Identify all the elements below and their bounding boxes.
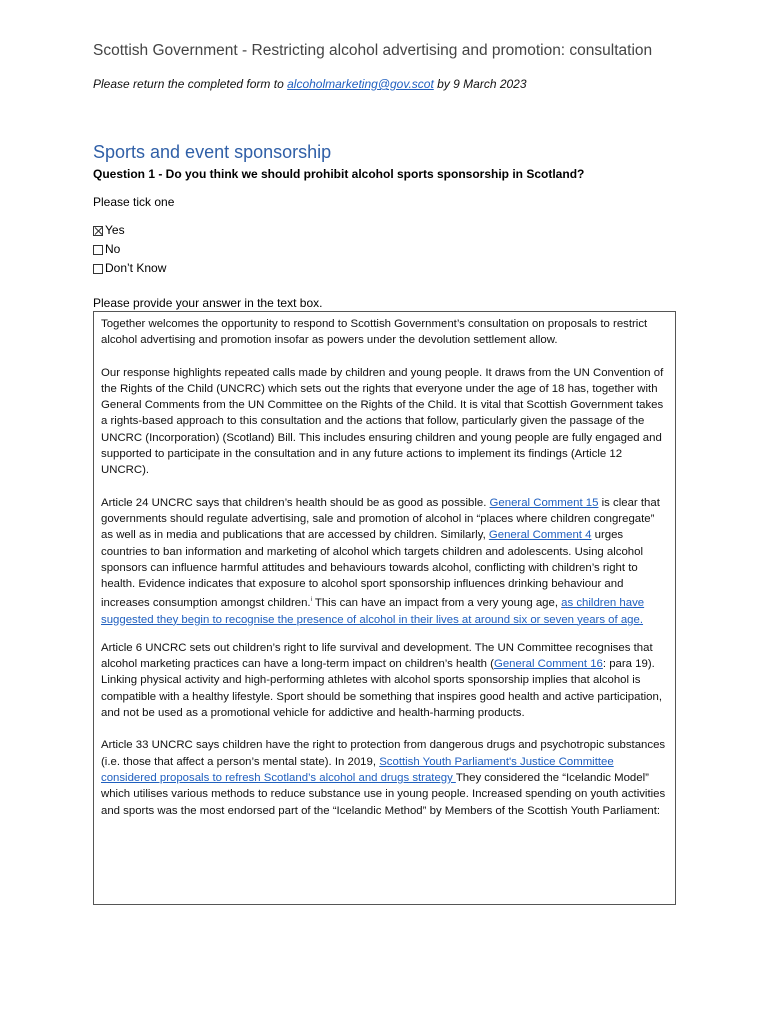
answer-paragraph [101, 640, 668, 721]
answer-options [93, 221, 166, 278]
answer-text: urges countries to ban information and marketing of alcohol which targets children and adolescents. Using alcohol sponsors can influence harmful attitudes and behaviours towards alcohol, conflicting with children’s right to health. Evidence indicates that exposure to alcohol sport sponsorship influences drinking behaviour and increases consumption amongst children. [101, 529, 644, 610]
answer-text: : para 19). Linking physical activity and high-performing athletes with alcohol sports sponsorship implies that alcohol is compatible with a healthy lifestyle. Sport should be something that inspires good health and active participation, and not be used as a promotional vehicle for addictive and health-harming products. [101, 658, 663, 720]
tick-prompt: Please tick one [93, 195, 175, 209]
document-header: Scottish Government - Restricting alcohol advertising and promotion: consultation [93, 42, 653, 59]
checkbox-empty-icon[interactable] [93, 264, 103, 274]
answer-paragraph [101, 495, 668, 628]
section-title: Sports and event sponsorship [93, 142, 332, 162]
option-label: Don’t Know [105, 261, 167, 275]
checkbox-checked-icon[interactable] [93, 226, 103, 236]
return-suffix: by 9 March 2023 [433, 77, 527, 91]
answer-text: is clear that governments should regulate advertising, sale and promotion of alcohol in “places where children congregate” as well as in media and publications that are accessed by children. Similarly, [101, 496, 660, 542]
general-comment-16-link[interactable]: General Comment 16 [493, 658, 603, 671]
option-yes[interactable] [93, 221, 166, 240]
option-dont-know[interactable] [93, 259, 166, 278]
youth-parliament-link[interactable]: Scottish Youth Parliament's Justice Committee considered proposals to refresh Scotland’s alcohol and drugs strategy [101, 755, 614, 784]
option-label: Yes [105, 223, 125, 237]
email-link[interactable]: alcoholmarketing@gov.scot [287, 77, 434, 91]
answer-text: Article 6 UNCRC sets out children’s right to life survival and development. The UN Committee recognises that alcohol marketing practices can have a long-term impact on children’s health ( [101, 641, 653, 671]
checkbox-empty-icon[interactable] [93, 245, 103, 255]
answer-text: Article 24 UNCRC says that children’s health should be as good as possible. [101, 496, 490, 509]
general-comment-15-link[interactable]: General Comment 15 [489, 496, 599, 509]
answer-paragraph [101, 737, 668, 818]
answer-paragraph: Together welcomes the opportunity to respond to Scottish Government’s consultation on proposals to restrict alcohol advertising and promotion insofar as powers under the devolution settlement allow. [101, 318, 648, 347]
children-suggested-link[interactable]: as children have suggested they begin to recognise the presence of alcohol in their lives at around six or seven years of age. [101, 597, 645, 626]
answer-prompt: Please provide your answer in the text box. [93, 296, 323, 310]
return-prefix: Please return the completed form to [93, 77, 288, 91]
footnote-marker: i [310, 597, 312, 604]
answer-text: Article 33 UNCRC says children have the right to protection from dangerous drugs and psychotropic substances (i.e. those that affect a person’s mental state). In 2019, [101, 739, 666, 768]
question-text: Question 1 - Do you think we should prohibit alcohol sports sponsorship in Scotland? [93, 167, 585, 181]
answer-text: This can have an impact from a very young age, [311, 597, 562, 610]
answer-text-box[interactable] [93, 311, 676, 905]
return-instructions [93, 77, 527, 91]
answer-text: They considered the “Icelandic Model” which utilises various methods to reduce substance use in young people. Increased spending on youth activities and sports was the most endorsed part of the “Icelandic Method” by Members of the Scottish Youth Parliament: [101, 771, 666, 817]
option-label: No [105, 242, 121, 256]
answer-paragraph: Our response highlights repeated calls made by children and young people. It draws from the UN Convention of the Rights of the Child (UNCRC) which sets out the rights that everyone under the age of 18 has, together with General Comments from the UN Committee on the Rights of the Child. It is vital that Scottish Government takes a rights-based approach to this consultation and the actions that follow, particularly given the passage of the UNCRC (Incorporation) (Scotland) Bill. This includes ensuring children and young people are fully engaged and supported to participate in the consultation and in any future actions to implement its findings (Article 12 UNCRC). [101, 366, 664, 477]
general-comment-4-link[interactable]: General Comment 4 [488, 529, 592, 542]
option-no[interactable] [93, 240, 166, 259]
